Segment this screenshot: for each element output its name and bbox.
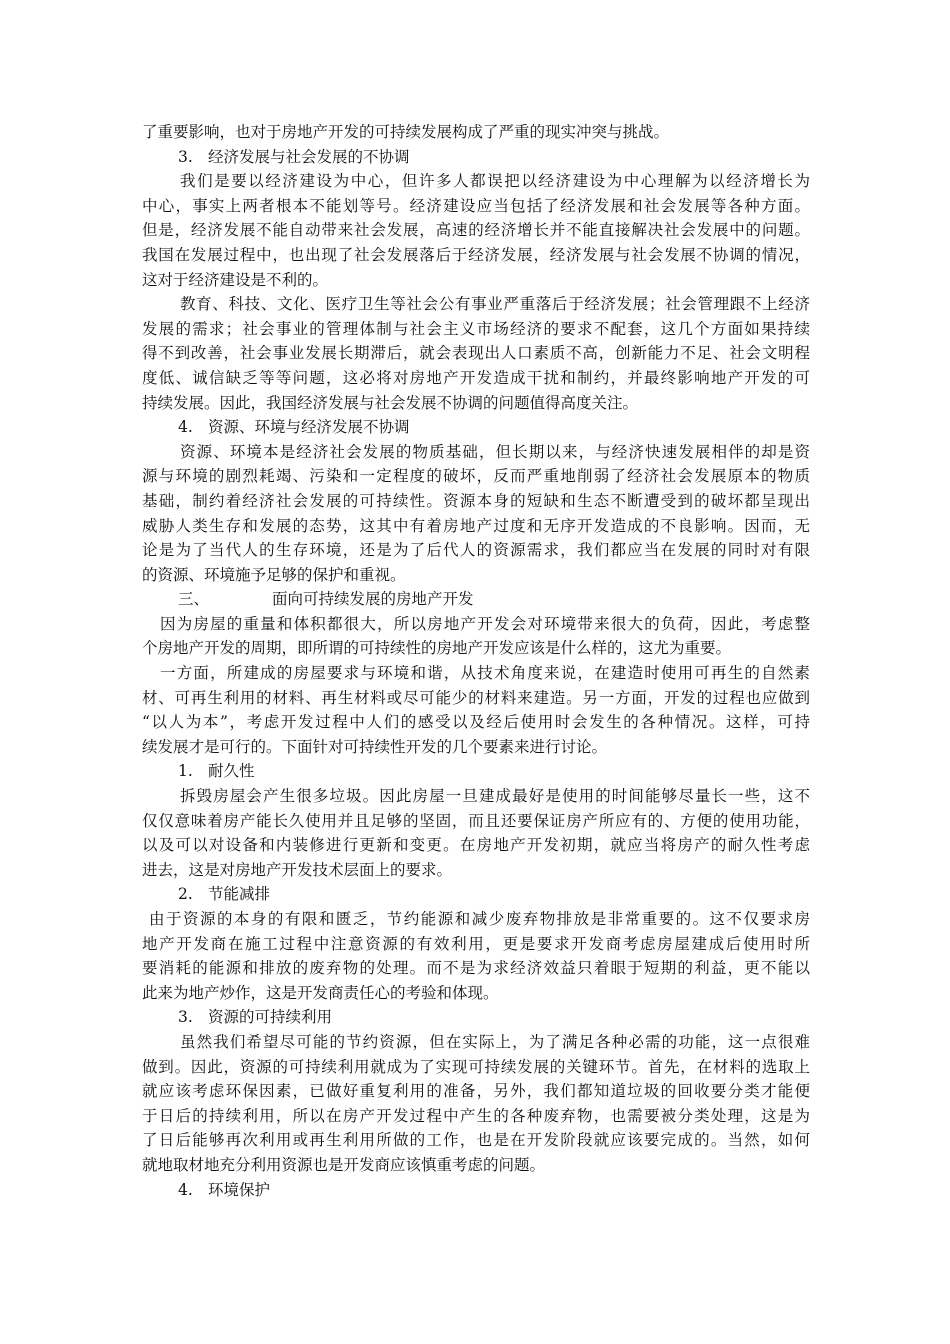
- heading-text: 资源、环境与经济发展不协调: [208, 418, 410, 437]
- heading-number: 三、: [178, 590, 210, 609]
- document-body: [142, 120, 810, 1202]
- paragraph-line: 资源、环境本是经济社会发展的物质基础，但长期以来，与经济快速发展相伴的却是资: [180, 442, 810, 461]
- paragraph-line: 得不到改善，社会事业发展长期滞后，就会表现出人口素质不高，创新能力不足、社会文明程: [142, 344, 810, 363]
- paragraph-line: 做到。因此，资源的可持续利用就成为了实现可持续发展的关键环节。首先，在材料的选取上: [142, 1057, 810, 1076]
- paragraph-line: 了日后能够再次利用或再生利用所做的工作，也是在开发阶段就应该要完成的。当然，如何: [142, 1131, 810, 1150]
- paragraph-line: 论是为了当代人的生存环境，还是为了后代人的资源需求，我们都应当在发展的同时对有限: [142, 541, 810, 560]
- heading-number: 3.: [178, 1008, 193, 1027]
- section-heading: [142, 587, 810, 612]
- heading-number: 3.: [178, 147, 193, 166]
- paragraph-line: 的资源、环境施予足够的保护和重视。: [142, 565, 406, 584]
- paragraph-line: 进去，这是对房地产开发技术层面上的要求。: [142, 860, 453, 879]
- paragraph-line: 因为房屋的重量和体积都很大，所以房地产开发会对环境带来很大的负荷，因此，考虑整: [160, 614, 810, 633]
- heading-text: 面向可持续发展的房地产开发: [272, 590, 474, 609]
- subsection-heading: [142, 1005, 810, 1030]
- paragraph-line: 了重要影响，也对于房地产开发的可持续发展构成了严重的现实冲突与挑战。: [142, 123, 670, 141]
- paragraph-line: 源与环境的剧烈耗竭、污染和一定程度的破坏，反而严重地削弱了经济社会发展原本的物质: [142, 467, 810, 486]
- paragraph-line: “以人为本”，考虑开发过程中人们的感受以及经后使用时会发生的各种情况。这样，可持: [142, 713, 810, 732]
- heading-number: 4.: [178, 1180, 193, 1199]
- heading-text: 节能减排: [208, 885, 271, 904]
- paragraph-line: 我们是要以经济建设为中心，但许多人都误把以经济建设为中心理解为以经济增长为: [180, 172, 810, 191]
- heading-number: 4.: [178, 418, 193, 437]
- paragraph-line: 个房地产开发的周期，即所谓的可持续性的房地产开发应该是什么样的，这尤为重要。: [142, 639, 732, 658]
- paragraph-line: 此来为地产炒作，这是开发商责任心的考验和体现。: [142, 983, 499, 1002]
- paragraph-line: 一方面，所建成的房屋要求与环境和谐，从技术角度来说，在建造时使用可再生的自然素: [160, 664, 810, 683]
- paragraph-line: 要消耗的能源和排放的废弃物的处理。而不是为求经济效益只着眼于短期的利益，更不能以: [142, 959, 810, 978]
- heading-text: 资源的可持续利用: [208, 1008, 333, 1027]
- paragraph-line: 于日后的持续利用，所以在房产开发过程中产生的各种废弃物，也需要被分类处理，这是为: [142, 1106, 810, 1125]
- paragraph-line: 教育、科技、文化、医疗卫生等社会公有事业严重落后于经济发展；社会管理跟不上经济: [180, 295, 810, 314]
- paragraph-line: 以及可以对设备和内装修进行更新和变更。在房地产开发初期，就应当将房产的耐久性考虑: [142, 836, 810, 855]
- paragraph-line: 虽然我们希望尽可能的节约资源，但在实际上，为了满足各种必需的功能，这一点很难: [180, 1032, 810, 1051]
- paragraph-line: 度低、诚信缺乏等等问题，这必将对房地产开发造成干扰和制约，并最终影响地产开发的可: [142, 368, 810, 387]
- subsection-heading: [142, 759, 810, 784]
- paragraph-line: 发展的需求；社会事业的管理体制与社会主义市场经济的要求不配套，这几个方面如果持续: [142, 319, 810, 338]
- paragraph-line: 我国在发展过程中，也出现了社会发展落后于经济发展，经济发展与社会发展不协调的情况，: [142, 245, 810, 264]
- paragraph-line: 但是，经济发展不能自动带来社会发展，高速的经济增长并不能直接解决社会发展中的问题。: [142, 221, 810, 240]
- subsection-heading: [142, 1178, 810, 1203]
- paragraph-line: 这对于经济建设是不利的。: [142, 270, 329, 289]
- subsection-heading: [142, 415, 810, 440]
- paragraph-line: 就应该考虑环保因素，已做好重复利用的准备，另外，我们都知道垃圾的回收要分类才能便: [142, 1082, 810, 1101]
- paragraph-line: 就地取材地充分利用资源也是开发商应该慎重考虑的问题。: [142, 1155, 546, 1174]
- heading-number: 2.: [178, 885, 193, 904]
- heading-text: 环境保护: [208, 1180, 271, 1199]
- paragraph-line: 地产开发商在施工过程中注意资源的有效利用，更是要求开发商考虑房屋建成后使用时所: [142, 934, 810, 953]
- paragraph-line: 拆毁房屋会产生很多垃圾。因此房屋一旦建成最好是使用的时间能够尽量长一些，这不: [180, 787, 810, 806]
- heading-number: 1.: [178, 762, 193, 781]
- paragraph-line: 中心，事实上两者根本不能划等号。经济建设应当包括了经济发展和社会发展等各种方面。: [142, 196, 810, 215]
- paragraph-line: 由于资源的本身的有限和匮乏，节约能源和减少废弃物排放是非常重要的。这不仅要求房: [149, 910, 810, 928]
- subsection-heading: [142, 145, 810, 170]
- paragraph-line: 仅仅意味着房产能长久使用并且足够的坚固，而且还要保证房产所应有的、方便的使用功能，: [142, 811, 810, 830]
- heading-text: 经济发展与社会发展的不协调: [208, 147, 410, 166]
- paragraph-line: 材、可再生利用的材料、再生材料或尽可能少的材料来建造。另一方面，开发的过程也应做到: [142, 688, 810, 707]
- subsection-heading: [142, 882, 810, 907]
- heading-text: 耐久性: [208, 762, 255, 781]
- paragraph-line: 威胁人类生存和发展的态势，这其中有着房地产过度和无序开发造成的不良影响。因而，无: [142, 516, 810, 535]
- paragraph-line: 续发展才是可行的。下面针对可持续性开发的几个要素来进行讨论。: [142, 737, 608, 756]
- paragraph-line: 基础，制约着经济社会发展的可持续性。资源本身的短缺和生态不断遭受到的破坏都呈现出: [142, 491, 810, 510]
- paragraph-line: 持续发展。因此，我国经济发展与社会发展不协调的问题值得高度关注。: [142, 393, 639, 412]
